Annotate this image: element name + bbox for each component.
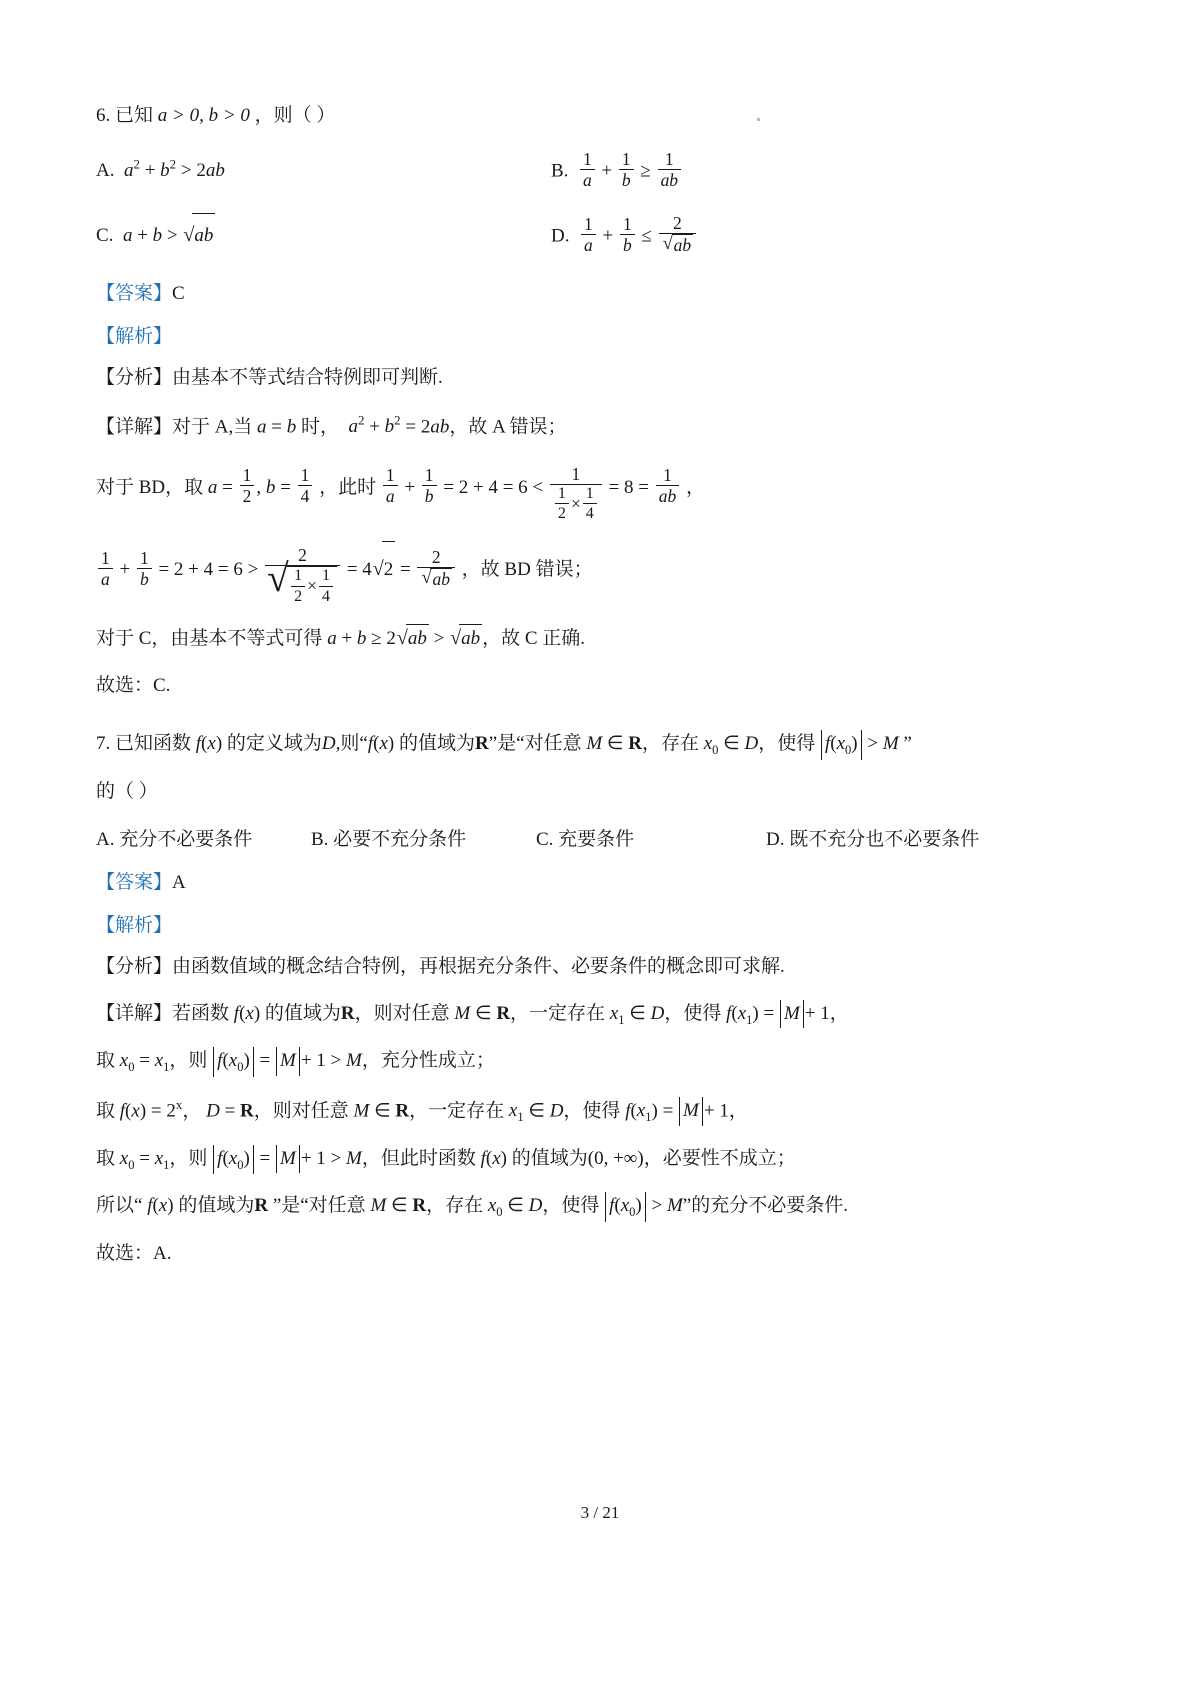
detail-tag: 【详解】 — [96, 416, 173, 438]
q7-stem-9: ” — [903, 733, 912, 755]
detail-text-2a: 对于 BD，取 — [96, 476, 204, 498]
option-A[interactable]: A. $a^2 + b^2 > 2ab$ — [96, 156, 225, 181]
detail-text-1b: 时， — [300, 416, 339, 438]
question-7-analysis — [96, 953, 1108, 982]
q7-option-A[interactable]: A. 充分不必要条件 — [96, 829, 253, 851]
q7-detail-1b: 的值域为 — [264, 1002, 341, 1024]
question-6-explain-tag — [96, 321, 1108, 348]
option-C-label: C. — [96, 225, 114, 247]
answer-tag: 【答案】 — [96, 283, 173, 305]
q7-detail-5b: 的值域为 — [178, 1195, 255, 1217]
question-6-cond-b: b > 0 — [208, 105, 250, 126]
option-B-label: B. — [551, 160, 569, 182]
question-7-detail-3: 取 $f(x) = 2^x$， D = R，则对任意 M ∈ R，一定存在 $x_1$ ∈ D，使得 $f(x_1) = M + 1$， — [96, 1096, 748, 1125]
q7-detail-4b: ，则 — [169, 1147, 208, 1169]
q7-detail-2c: ，充分性成立； — [361, 1050, 495, 1072]
q7-detail-3e: ， — [728, 1100, 748, 1122]
q7-detail-2a: 取 — [96, 1050, 116, 1072]
question-7-explain-tag — [96, 910, 1108, 937]
q7-detail-3d: ，使得 — [563, 1100, 621, 1122]
question-7-detail-1: 【详解】若函数 f(x) 的值域为R，则对任意 M ∈ R，一定存在 $x_1$ ∈ D，使得 $f(x_1) = M + 1$， — [96, 1000, 1108, 1030]
q7-conclusion-text: 故选：A. — [96, 1243, 172, 1265]
analysis-tag: 【分析】 — [96, 367, 173, 389]
q7-stem-6: ”是“对任意 — [488, 733, 582, 755]
q7-detail-5c: ”是“对任意 — [272, 1195, 366, 1217]
q7-stem-5: 的值域为 — [398, 733, 475, 755]
q7-detail-3b: ，则对任意 — [253, 1100, 349, 1122]
q7-detail-4a: 取 — [96, 1147, 116, 1169]
question-7-detail-5: 所以“ f(x) 的值域为R ”是“对任意 M ∈ R，存在 $x_0$ ∈ D，使得 $f(x_0) > M$”的充分不必要条件. — [96, 1192, 1108, 1222]
q7-stem-2: 的定义域为 — [226, 733, 322, 755]
question-6-conclusion — [96, 672, 1108, 701]
question-6-options-row-1 — [96, 149, 1108, 193]
q7-detail-1d: ，一定存在 — [510, 1002, 606, 1024]
q7-detail-4c: ，但此时函数 — [361, 1147, 476, 1169]
q7-stem-10: 的（ ） — [96, 780, 158, 802]
q7-detail-1c: ，则对任意 — [354, 1002, 450, 1024]
question-6-stem-suffix: ，则（ ） — [254, 105, 336, 126]
option-A-label: A. — [96, 160, 115, 181]
q7-stem-4: 则“ — [340, 733, 368, 755]
q7-detail-4d: 的值域为 — [511, 1147, 588, 1169]
q7-answer-tag: 【答案】 — [96, 872, 173, 894]
q7-detail-1e: ，使得 — [664, 1002, 722, 1024]
question-6-answer — [96, 278, 1108, 305]
question-7-conclusion — [96, 1240, 1108, 1269]
answer-value: C — [172, 283, 185, 305]
question-7-options — [96, 824, 1108, 851]
question-7-detail-2: 取 $x_0 = x_1$，则 $f(x_0) = M + 1 > M$，充分性成立； — [96, 1047, 1108, 1077]
q7-analysis-tag: 【分析】 — [96, 956, 173, 978]
explain-tag: 【解析】 — [96, 326, 173, 348]
q7-stem-3: D, — [321, 733, 341, 755]
question-6-analysis — [96, 364, 1108, 393]
q7-detail-4e: ，必要性不成立； — [643, 1147, 796, 1169]
question-6-number: 6. — [96, 105, 111, 126]
q7-detail-5a: 所以“ — [96, 1195, 143, 1217]
page-number: 3 / 21 — [580, 1503, 620, 1522]
question-6-options-row-2 — [96, 213, 1108, 258]
q7-stem-8: ，使得 — [758, 733, 816, 755]
detail-text-4b: ，故 C 正确. — [482, 628, 585, 650]
q7-option-D[interactable]: D. 既不充分也不必要条件 — [766, 829, 980, 851]
option-B[interactable]: B. $\frac{1}{a}$ + $\frac{1}{b}$ ≥ $\frac{1}{ab}$ — [551, 149, 1108, 193]
question-6-cond-a: a > 0, — [157, 105, 204, 126]
detail-text-2b: ，此时 — [319, 476, 377, 498]
conclusion-text: 故选：C. — [96, 674, 171, 696]
q7-detail-3c: ，一定存在 — [409, 1100, 505, 1122]
q7-detail-5f: ”的充分不必要条件. — [682, 1195, 848, 1217]
question-6-stem-prefix: 已知 — [115, 105, 154, 126]
question-7-detail-4: 取 $x_0 = x_1$，则 $f(x_0) = M + 1 > M$，但此时函数 f(x) 的值域为(0, +∞)，必要性不成立； — [96, 1145, 1108, 1175]
q7-detail-tag: 【详解】 — [96, 1002, 173, 1024]
detail-text-1c: ，故 A 错误； — [449, 416, 567, 438]
q7-detail-1f: ， — [829, 1002, 849, 1024]
q7-option-B[interactable]: B. 必要不充分条件 — [311, 829, 467, 851]
q7-option-C[interactable]: C. 充要条件 — [536, 829, 635, 851]
q7-detail-5d: ，存在 — [426, 1195, 484, 1217]
q7-analysis-text: 由函数值域的概念结合特例，再根据充分条件、必要条件的概念即可求解. — [172, 956, 785, 978]
question-7-answer — [96, 867, 1108, 894]
option-C[interactable]: C. a + b > √ ab — [96, 213, 551, 258]
q7-detail-1a: 若函数 — [172, 1002, 230, 1024]
q7-stem-1: 已知函数 — [115, 733, 192, 755]
question-6-detail-2: 对于 BD，取 a = $\frac{1}{2}$ , b = $\frac{1}{4}$ ，此时 $\frac{1}{a}$ + $\frac{1}{b}$ = 2 + 4 = 6 < 1 $\frac{1}{2}$ × $\frac{1}{4}$ = 8 = $\frac{1}{ab}$ ， — [96, 463, 706, 523]
detail-text-4a: 对于 C，由基本不等式可得 — [96, 628, 323, 650]
q7-detail-2b: ，则 — [169, 1050, 208, 1072]
question-6-detail-1: 【详解】对于 A,当 a = b 时， $a^2 + b^2 = 2ab$，故 A 错误； — [96, 412, 567, 438]
detail-text-1: 对于 A,当 — [172, 416, 253, 438]
question-6-detail-4: 对于 C，由基本不等式可得 a + b ≥ 2 √ ab > √ ab ，故 C 正确. — [96, 624, 1108, 654]
page-content — [96, 100, 1108, 1287]
question-7-stem: 7. 已知函数 f(x) 的定义域为D,则“f(x) 的值域为R”是“对任意 M ∈ R，存在 $x_0$ ∈ D，使得 $f(x_0) > M$ ” — [96, 730, 1108, 760]
q7-explain-tag: 【解析】 — [96, 915, 173, 937]
question-7-number: 7. — [96, 733, 111, 755]
q7-detail-5e: ，使得 — [542, 1195, 600, 1217]
option-D-label: D. — [551, 225, 570, 247]
analysis-text: 由基本不等式结合特例即可判断. — [172, 367, 443, 389]
option-D[interactable]: D. $\frac{1}{a}$ + $\frac{1}{b}$ ≤ 2 √ ab — [551, 213, 1108, 258]
detail-text-3: ，故 BD 错误； — [461, 559, 593, 581]
q7-answer-value: A — [172, 872, 186, 894]
question-7-stem-cont — [96, 778, 1108, 807]
q7-stem-7: ，存在 — [641, 733, 699, 755]
q7-detail-3a: 取 — [96, 1100, 116, 1122]
question-6-stem — [96, 100, 1108, 127]
question-6-detail-3: $\frac{1}{a}$ + $\frac{1}{b}$ = 2 + 4 = 6 > 2 √ $\frac{1}{2}$ × $\frac{1}{4}$ = 4 √ 2 = 2 √ ab ，故 BD 错误； — [96, 541, 1108, 606]
